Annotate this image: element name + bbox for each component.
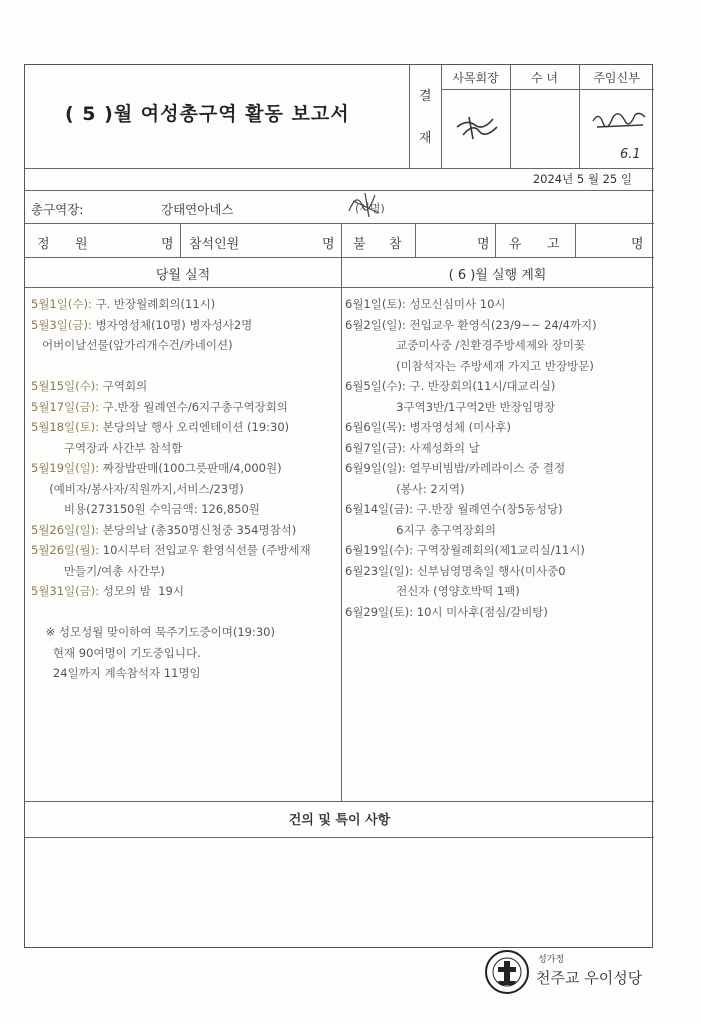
approval-label-top: 결 [419, 89, 432, 104]
plan-line: 6월7일(금): 사제성화의 날 [345, 440, 480, 455]
att-absent-2: 참 [389, 237, 402, 252]
role-sister: 수 녀 [531, 71, 558, 85]
result-text: 구.반장 월례연수/6지구총구역장회의 [99, 399, 288, 414]
signature-pastor [589, 105, 651, 135]
result-line [31, 643, 311, 664]
result-text: (예비자/봉사자/직원까지,서비스/23명) [31, 481, 244, 496]
report-date: 2024년 5 월 25 일 [532, 172, 632, 186]
divider [341, 257, 342, 801]
divider [25, 287, 654, 288]
role-president: 사목회장 [452, 71, 499, 85]
result-line [31, 438, 311, 459]
left-section-title: 당월 실적 [155, 268, 211, 283]
plan-line: 6지구 총구역장회의 [345, 522, 497, 537]
divider [415, 223, 416, 257]
right-section-title: ( 6 )월 실행 계획 [448, 268, 547, 283]
result-line [31, 294, 311, 315]
att-unit-2: 명 [322, 237, 335, 252]
att-unit-3: 명 [477, 237, 490, 252]
result-text: 본당의날 행사 오리엔테이션 (19:30) [99, 420, 290, 434]
result-line [31, 581, 311, 602]
result-text: 만들기/여총 사간부) [31, 563, 165, 578]
result-text: 구역장과 사간부 참석함 [31, 440, 183, 455]
result-line [31, 663, 311, 684]
result-text: 성모의 밤 19시 [99, 584, 184, 598]
result-line [31, 499, 311, 520]
divider [575, 223, 576, 257]
result-line [31, 356, 311, 377]
divider [495, 223, 496, 257]
plan-line: 6월6일(목): 병자영성체 (미사후) [345, 420, 511, 434]
divider [25, 223, 654, 224]
approval-label-bottom: 재 [419, 131, 432, 146]
result-text: 본당의날 (총350명신청중 354명참석) [99, 522, 297, 537]
footer-top: 성가정 [538, 955, 565, 965]
pastor-sign-date: 6.1 [620, 147, 641, 162]
church-seal-icon [484, 949, 530, 995]
result-date: 5월3일(금): [31, 317, 92, 332]
att-label-2: 원 [75, 237, 88, 252]
result-date: 5월26일(월): [31, 543, 100, 557]
att-label-1: 정 [37, 237, 50, 252]
result-text: 비용(273150원 수익금액: 126,850원 [31, 502, 260, 516]
plan-line: 6월1일(토): 성모신심미사 10시 [345, 297, 506, 311]
result-line [31, 315, 311, 336]
divider [25, 257, 654, 258]
result-line [31, 622, 311, 643]
result-line [31, 520, 311, 541]
plan-line: 6월23일(일): 신부님영명축일 행사(미사중0 [345, 563, 566, 578]
plan-line: 6월9일(일): 열무비빔밥/카레라이스 중 결정 [345, 461, 566, 475]
result-date: 5월1일(수): [31, 297, 92, 311]
report-form [24, 64, 653, 948]
result-date: 5월15일(수): [31, 379, 100, 393]
plan-line: (미참석자는 주방세재 가지고 반장방문) [345, 358, 594, 373]
divider [180, 223, 181, 257]
signature-president [453, 105, 503, 145]
next-month-plan [345, 294, 597, 622]
leader-label: 총구역장: [31, 202, 84, 217]
leader-signature [343, 187, 387, 221]
result-text: 10시부터 전입교우 환영식선물 (주방세재 [99, 543, 311, 557]
divider [25, 190, 654, 191]
report-title: ( 5 )월 여성총구역 활동 보고서 [65, 103, 350, 125]
divider [409, 65, 410, 168]
plan-line: 6월29일(토): 10시 미사후(점심/갈비탕) [345, 604, 548, 619]
att-absent-1: 불 [353, 237, 366, 252]
plan-line: 전신자 (영양호박떡 1팩) [345, 584, 520, 598]
leader-seal: (서명) [355, 202, 385, 215]
plan-line: 교중미사중 /친환경주방세제와 장미꽃 [345, 338, 586, 352]
result-text: 24일까지 계속참석자 11명임 [31, 666, 201, 680]
result-line [31, 335, 311, 356]
plan-line: 3구역3반/1구역2반 반장임명장 [345, 399, 556, 414]
att-unit-1: 명 [161, 237, 174, 252]
result-line [31, 479, 311, 500]
att-present-label: 참석인원 [189, 237, 240, 252]
bottom-section-title: 건의 및 특이 사항 [288, 813, 391, 828]
divider [25, 837, 654, 838]
result-line [31, 397, 311, 418]
result-line [31, 602, 311, 623]
att-reason-1: 유 [509, 237, 522, 252]
result-line [31, 417, 311, 438]
result-text: ※ 성모성월 맞이하여 묵주기도중이며(19:30) [31, 625, 275, 639]
leader-name: 강태연아네스 [161, 202, 234, 217]
footer-church-name: 천주교 우이성당 [536, 969, 643, 987]
divider [341, 223, 342, 257]
plan-line: 6월2일(일): 전입교우 환영식(23/9~~ 24/4까지) [345, 317, 597, 332]
divider [441, 89, 654, 90]
plan-line: 6월19일(수): 구역장월례회의(제1교리실/11시) [345, 543, 585, 557]
result-text: 구. 반장월례회의(11시) [91, 297, 216, 311]
result-line [31, 376, 311, 397]
result-date: 5월18일(토): [31, 420, 100, 434]
att-unit-4: 명 [631, 237, 644, 252]
result-text: 어버이날선물(앞가리개수건/카네이션) [31, 338, 233, 352]
result-text: 현재 90여명이 기도중입니다. [31, 645, 201, 660]
result-date: 5월19일(일): [31, 461, 100, 475]
result-date: 5월31일(금): [31, 584, 100, 598]
result-date: 5월26일(일): [31, 522, 100, 537]
result-line [31, 561, 311, 582]
att-reason-2: 고 [547, 237, 560, 252]
divider [25, 801, 654, 802]
divider [25, 168, 654, 169]
result-line [31, 458, 311, 479]
result-line [31, 540, 311, 561]
plan-line: (봉사: 2지역) [345, 481, 465, 496]
result-text: 구역회의 [99, 379, 148, 393]
result-date: 5월17일(금): [31, 399, 100, 414]
result-text: 병자영성체(10명) 병자성사2명 [91, 317, 253, 332]
monthly-results [31, 294, 311, 684]
result-text: 짜장밥판매(100그릇판매/4,000원) [99, 461, 282, 475]
plan-line: 6월14일(금): 구.반장 월례연수(창5동성당) [345, 502, 563, 516]
role-pastor: 주임신부 [593, 71, 640, 85]
plan-line: 6월5일(수): 구. 반장회의(11시/대교리실) [345, 379, 556, 393]
